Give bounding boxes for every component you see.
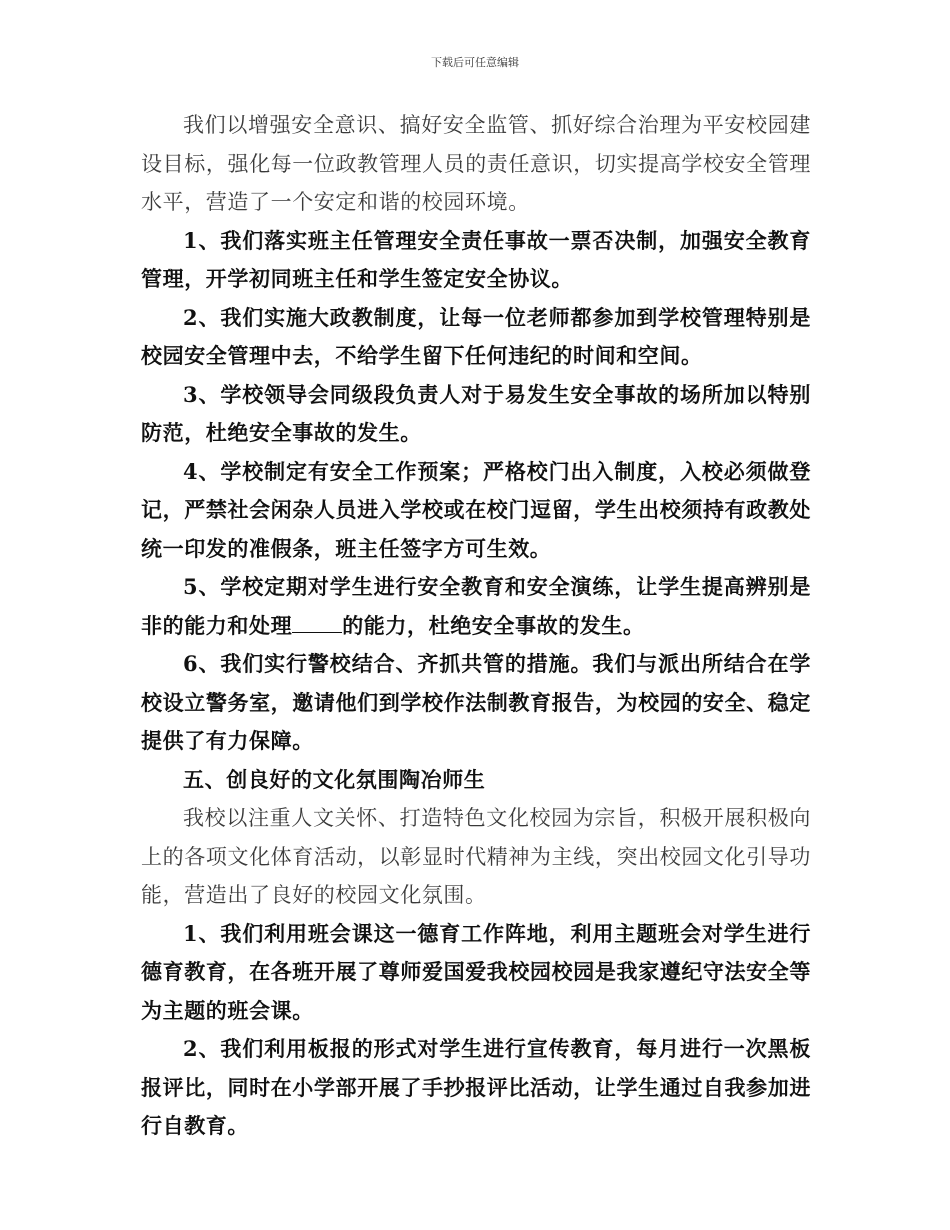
culture-intro-paragraph: 我校以注重人文关怀、打造特色文化校园为宗旨，积极开展积极向上的各项文化体育活动，以彰显时代精神为主线，突出校园文化引导功能，营造出了良好的校园文化氛围。 [141,806,811,907]
safety-item-5-before: 5、学校定期对学生进行安全教育和安全演练，让学生提高辨别是非的能力和处理 [141,574,811,638]
safety-item-2: 2、我们实施大政教制度，让每一位老师都参加到学校管理特别是校园安全管理中去，不给学生留下任何违纪的时间和空间。 [141,304,811,368]
fill-in-blank [292,612,342,633]
safety-item-1: 1、我们落实班主任管理安全责任事故一票否决制，加强安全教育管理，开学初同班主任和学生签定安全协议。 [141,227,811,291]
safety-item-6: 6、我们实行警校结合、齐抓共管的措施。我们与派出所结合在学校设立警务室，邀请他们到学校作法制教育报告，为校园的安全、稳定提供了有力保障。 [141,651,811,753]
page-header: 下载后可任意编辑 [431,56,519,69]
safety-item-5 [141,568,811,645]
culture-item-2: 2、我们利用板报的形式对学生进行宣传教育，每月进行一次黑板报评比，同时在小学部开展了手抄报评比活动，让学生通过自我参加进行自教育。 [141,1036,811,1138]
safety-item-5-after: 的能力，杜绝安全事故的发生。 [342,612,645,638]
document-body [141,106,811,1146]
safety-item-3: 3、学校领导会同级段负责人对于易发生安全事故的场所加以特别防范，杜绝安全事故的发生。 [141,381,811,445]
safety-intro-paragraph: 我们以增强安全意识、搞好安全监管、抓好综合治理为平安校园建设目标，强化每一位政教管理人员的责任意识，切实提高学校安全管理水平，营造了一个安定和谐的校园环境。 [141,113,811,214]
section-heading: 五、创良好的文化氛围陶冶师生 [183,766,486,792]
safety-item-4: 4、学校制定有安全工作预案；严格校门出入制度，入校必须做登记，严禁社会闲杂人员进入学校或在校门逗留，学生出校须持有政教处统一印发的准假条，班主任签字方可生效。 [141,458,811,561]
culture-item-1: 1、我们利用班会课这一德育工作阵地，利用主题班会对学生进行德育教育，在各班开展了尊师爱国爱我校园校园是我家遵纪守法安全等为主题的班会课。 [141,920,811,1023]
